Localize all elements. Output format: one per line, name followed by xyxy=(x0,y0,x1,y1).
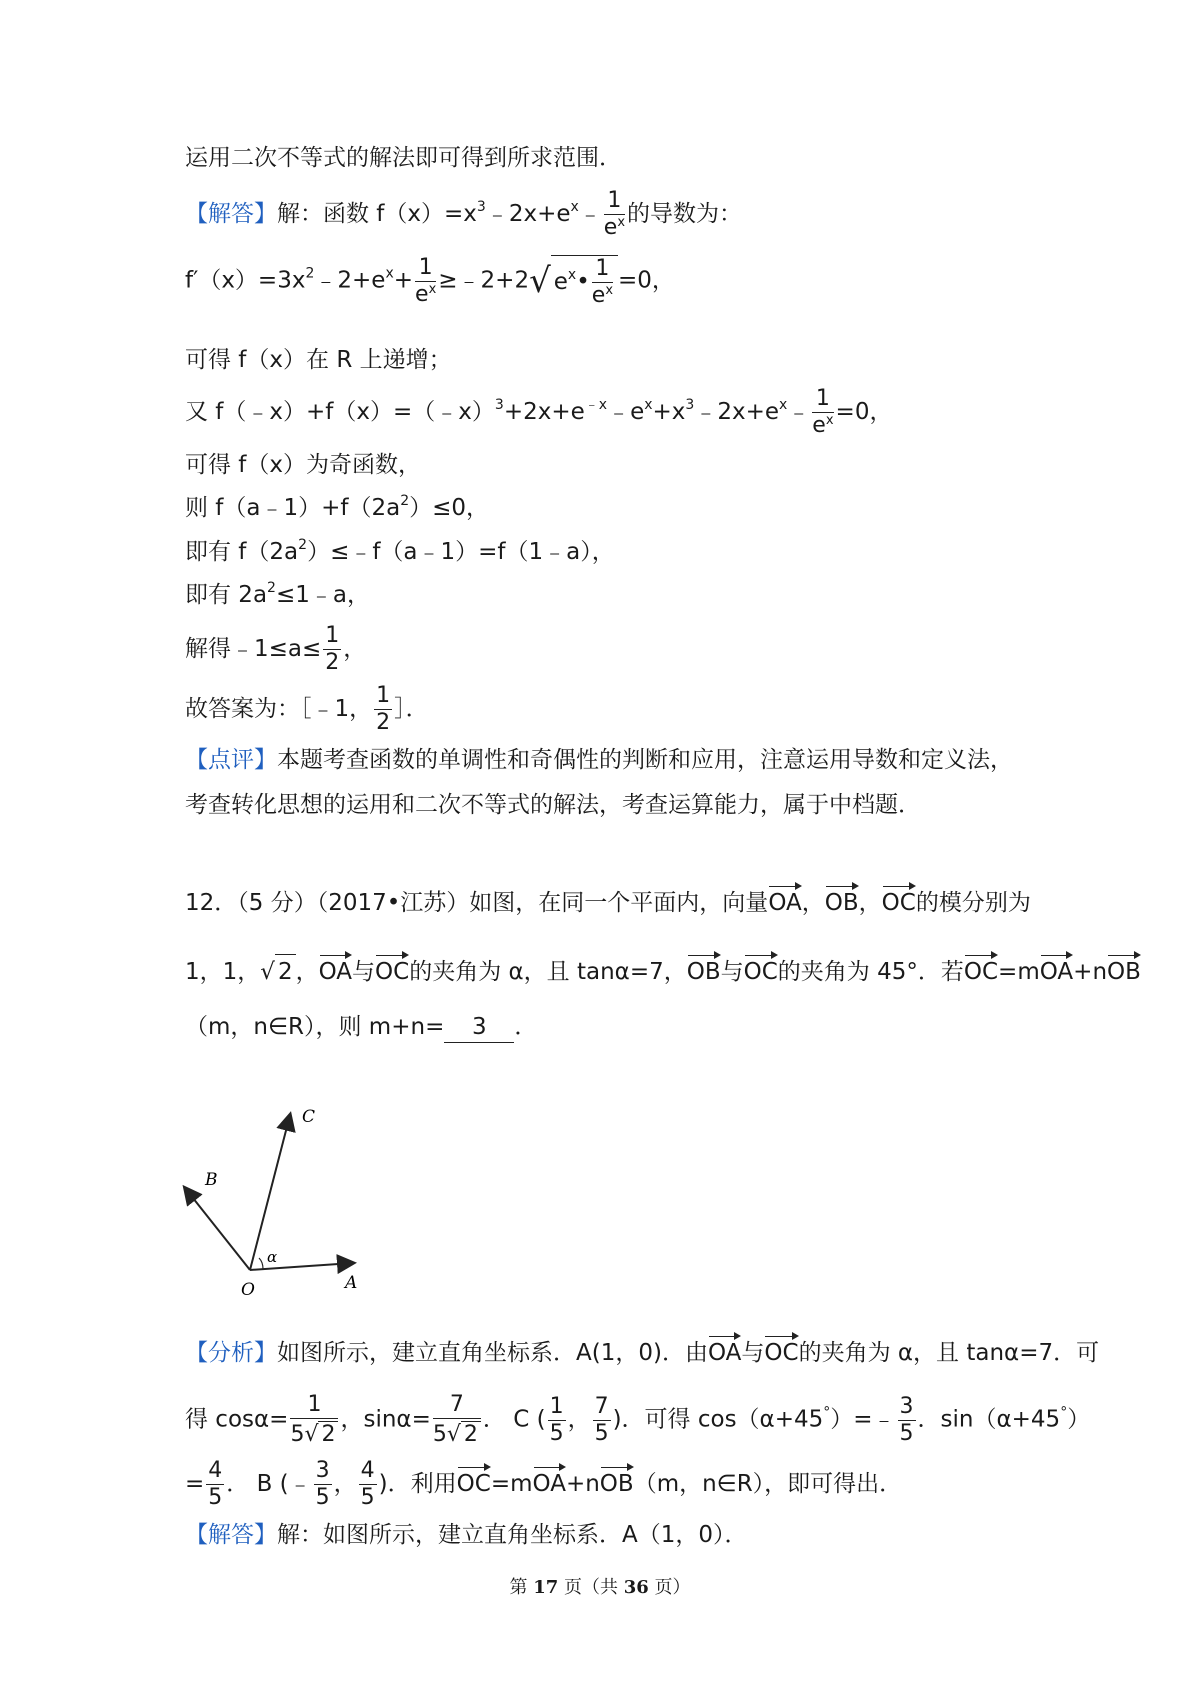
text-line xyxy=(185,580,370,610)
derivative-line xyxy=(185,255,675,307)
text: =0， xyxy=(835,399,893,425)
fraction: $\frac{1}{e^x}$ xyxy=(603,188,626,240)
text: ﹣2x+e xyxy=(485,201,571,227)
sqrt: √ 2 xyxy=(260,954,295,987)
text: =0， xyxy=(618,267,675,294)
odd-check-line xyxy=(185,388,892,437)
text: ］． xyxy=(394,696,429,722)
text: +n xyxy=(565,1471,600,1497)
answer-tag: 【解答】 xyxy=(185,201,277,227)
text: +x xyxy=(652,399,686,425)
text: 本题考查函数的单调性和奇偶性的判断和应用，注意运用导数和定义法， xyxy=(277,747,1013,773)
exp: 3 xyxy=(476,199,486,215)
text: ﹣ xyxy=(578,201,602,227)
vector-OC-line xyxy=(250,1115,290,1270)
text: 12．（5 分）（2017•江苏）如图，在同一个平面内，向量 xyxy=(185,890,769,916)
text: f′（x）=3x xyxy=(185,267,306,294)
text: 的夹角为 α，且 tanα=7， xyxy=(409,959,687,985)
text: ≥﹣2+2 xyxy=(438,267,530,294)
label-O: O xyxy=(241,1280,255,1300)
text: ， xyxy=(567,1406,591,1433)
text: 则 f（a﹣1）+f（2a xyxy=(185,495,401,521)
solution-line xyxy=(185,1520,748,1550)
exp: x xyxy=(570,199,579,215)
label-A: A xyxy=(345,1273,358,1293)
text: ． B (﹣ xyxy=(226,1471,312,1497)
solution-line xyxy=(185,190,742,239)
exp: 2 xyxy=(298,537,308,553)
text: ， xyxy=(295,959,319,985)
question-line xyxy=(185,954,1141,987)
footer-text: 页） xyxy=(654,1577,691,1598)
text: ， xyxy=(801,890,825,916)
vector: OA xyxy=(1039,959,1074,985)
text: =m xyxy=(998,959,1040,985)
vector: OC xyxy=(456,1471,491,1497)
fraction: $\frac{1}{e^x}$ xyxy=(415,254,437,307)
text: +2x+e xyxy=(503,399,585,425)
answer-tag: 【解答】 xyxy=(185,1522,277,1548)
text: ．sin（α+45 xyxy=(917,1406,1061,1433)
vector: OA xyxy=(707,1340,742,1366)
text: ﹣2x+e xyxy=(694,399,779,425)
vector-OB-line xyxy=(185,1188,250,1270)
analysis-line xyxy=(185,1394,1090,1446)
vector: OA xyxy=(318,959,353,985)
text: 与 xyxy=(352,959,376,985)
vector: OB xyxy=(824,890,859,916)
vector: OC xyxy=(881,890,916,916)
angle-arc xyxy=(259,1258,263,1269)
text-line xyxy=(185,537,615,567)
text: = xyxy=(185,1471,205,1497)
text-line: 运用二次不等式的解法即可得到所求范围． xyxy=(185,145,622,171)
vector: OC xyxy=(963,959,999,985)
text: ． xyxy=(514,1014,538,1040)
analysis-tag: 【分析】 xyxy=(185,1340,277,1366)
text: （m，n∈R），则 m+n= xyxy=(185,1014,445,1040)
text: 即有 f（2a xyxy=(185,539,299,565)
vector: OB xyxy=(599,1471,634,1497)
text: 的模分别为 xyxy=(915,890,1031,916)
text-line xyxy=(185,493,489,523)
text: 1，1， xyxy=(185,959,261,985)
text: ，sinα= xyxy=(340,1406,431,1433)
text: 的夹角为 45°．若 xyxy=(777,959,964,985)
page-footer xyxy=(0,1573,1200,1599)
label-B: B xyxy=(205,1170,218,1190)
text: ， xyxy=(333,1471,357,1497)
text: 与 xyxy=(741,1340,765,1366)
fraction: $\frac{1}{5}$ xyxy=(549,1393,564,1446)
text: ﹣2+e xyxy=(314,267,386,294)
text: 即有 2a xyxy=(185,582,268,608)
text: 得 cosα= xyxy=(185,1406,289,1433)
text: )．利用 xyxy=(378,1471,457,1497)
exp: ﹣x xyxy=(584,397,608,413)
text: 的夹角为 α，且 tanα=7．可 xyxy=(798,1340,1100,1366)
fraction: $\frac{7}{5√ 2}$ xyxy=(433,1394,481,1446)
exp: x xyxy=(385,265,394,282)
text: （m，n∈R），即可得出． xyxy=(633,1471,903,1497)
exp: 3 xyxy=(494,397,504,413)
text: 与 xyxy=(720,959,744,985)
text: 解：函数 f（x）=x xyxy=(277,201,477,227)
page-number: 17 xyxy=(533,1577,559,1598)
text-line: 可得 f（x）为奇函数， xyxy=(185,452,422,478)
fraction: $\frac{4}{5}$ xyxy=(208,1458,223,1510)
answer-line xyxy=(185,685,429,734)
comment-line xyxy=(185,745,1013,775)
sqrt: √ $e^x•$ $\frac{1}{e^x}$ xyxy=(529,255,618,307)
text: + xyxy=(393,267,414,294)
footer-text: 页（共 xyxy=(564,1577,618,1598)
comment-tag: 【点评】 xyxy=(185,747,277,773)
text: ）≤0， xyxy=(409,495,490,521)
exp: x xyxy=(779,397,788,413)
text: ． C ( xyxy=(482,1406,546,1433)
exp: 3 xyxy=(685,397,695,413)
label-C: C xyxy=(302,1107,316,1127)
text: ） xyxy=(1067,1406,1091,1433)
text: 故答案为：［﹣1， xyxy=(185,696,373,722)
text: ）≤﹣f（a﹣1）=f（1﹣a）， xyxy=(307,539,615,565)
text: )．可得 cos（α+45 xyxy=(612,1406,824,1433)
vector-figure xyxy=(175,1100,395,1300)
fraction: $\frac{3}{5}$ xyxy=(315,1458,330,1510)
text: 如图所示，建立直角坐标系．A(1，0)．由 xyxy=(277,1340,708,1366)
vector: OC xyxy=(743,959,778,985)
text: 又 f（﹣x）+f（x）=（﹣x） xyxy=(185,399,495,425)
fraction: $\frac{3}{5}$ xyxy=(899,1393,914,1446)
text: =m xyxy=(490,1471,533,1497)
fraction: $\frac{4}{5}$ xyxy=(360,1458,375,1510)
question-line xyxy=(185,888,1031,918)
exp: 2 xyxy=(305,265,315,282)
vector-OA-line xyxy=(250,1263,353,1270)
analysis-line xyxy=(185,1460,902,1509)
fraction: $\frac{1}{5√ 2}$ xyxy=(290,1394,338,1446)
vector: OC xyxy=(764,1340,799,1366)
fraction: $\frac{1}{2}$ xyxy=(325,623,340,675)
text: ）=﹣ xyxy=(830,1406,896,1433)
text: ， xyxy=(858,890,882,916)
text: ， xyxy=(343,636,367,662)
label-alpha: α xyxy=(267,1248,278,1266)
vector: OB xyxy=(1107,959,1141,985)
fraction: $\frac{7}{5}$ xyxy=(594,1393,609,1446)
text: +n xyxy=(1073,959,1108,985)
vector: OA xyxy=(768,890,802,916)
fraction: $\frac{1}{e^x}$ xyxy=(812,386,834,438)
vector: OC xyxy=(375,959,410,985)
text-line xyxy=(185,625,366,674)
page-total: 36 xyxy=(623,1577,649,1598)
text: ≤1﹣a， xyxy=(275,582,370,608)
exp: 2 xyxy=(267,580,276,596)
text: ﹣e xyxy=(607,399,645,425)
exp: x xyxy=(644,397,653,413)
exp: ° xyxy=(823,1404,831,1421)
footer-text: 第 xyxy=(509,1577,528,1598)
text-line: 可得 f（x）在 R 上递增； xyxy=(185,347,452,373)
text: ﹣ xyxy=(787,399,811,425)
vector: OA xyxy=(532,1471,566,1497)
text: 解得﹣1≤a≤ xyxy=(185,636,322,662)
answer-blank: 3 xyxy=(444,1012,514,1043)
exp: 2 xyxy=(400,493,410,509)
vector: OB xyxy=(686,959,721,985)
text: 解：如图所示，建立直角坐标系．A（1，0）． xyxy=(277,1522,748,1548)
fraction: $\frac{1}{2}$ xyxy=(376,683,391,735)
analysis-line xyxy=(185,1338,1099,1368)
question-line xyxy=(185,1012,537,1043)
text-line: 考查转化思想的运用和二次不等式的解法，考查运算能力，属于中档题． xyxy=(185,792,921,818)
text: 的导数为： xyxy=(627,201,743,227)
exp: ° xyxy=(1060,1404,1068,1421)
